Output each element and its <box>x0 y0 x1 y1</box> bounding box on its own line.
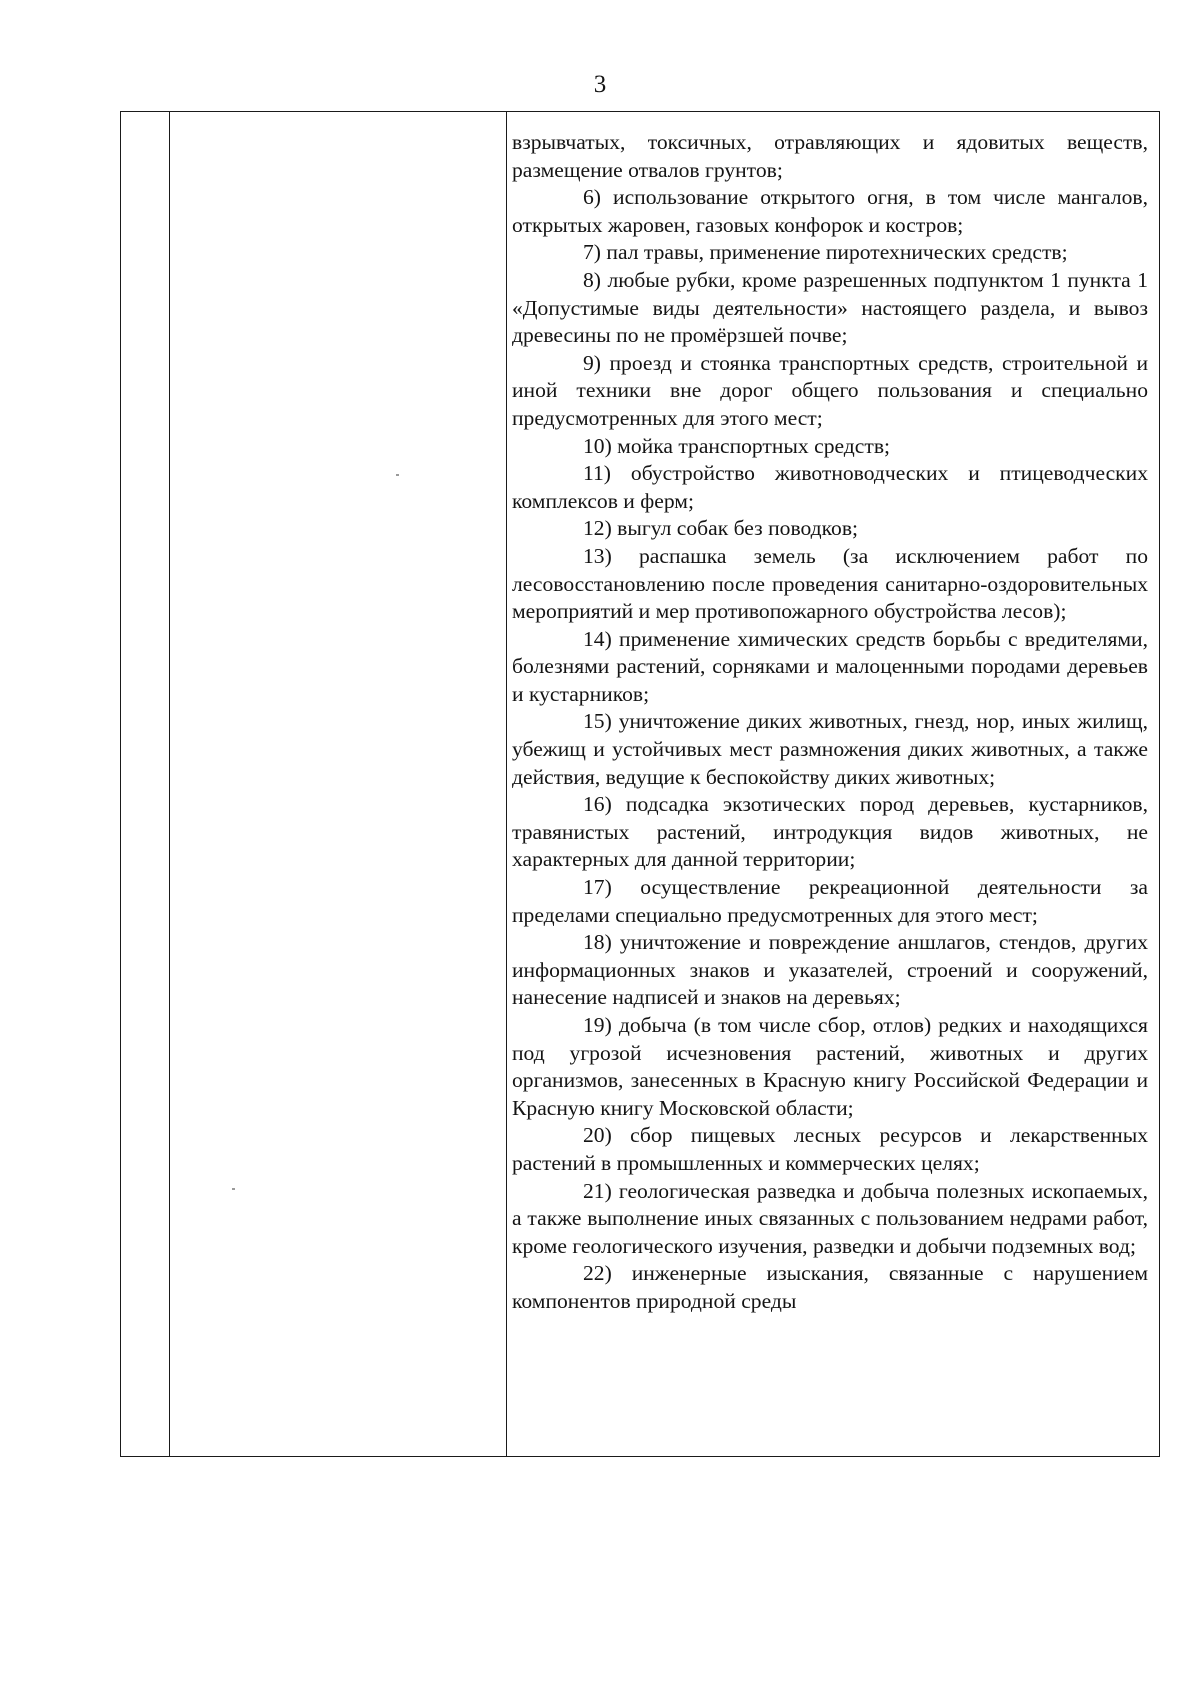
document-table <box>120 111 1160 1457</box>
list-item: 10) мойка транспортных средств; <box>583 433 891 458</box>
column-divider <box>169 112 170 1456</box>
column-divider <box>506 112 507 1456</box>
list-item: 9) проезд и стоянка транспортных средств, строительной и иной техники вне дорог общего пользования и специально предусмотренных для этого мест; <box>512 350 1148 430</box>
list-item: 7) пал травы, применение пиротехнических средств; <box>583 240 1068 265</box>
list-item: 11) обустройство животноводческих и птицеводческих комплексов и ферм; <box>512 461 1148 513</box>
page-number: 3 <box>593 71 607 98</box>
scan-speck <box>232 1188 235 1190</box>
list-item: 20) сбор пищевых лесных ресурсов и лекарственных растений в промышленных и коммерческих целях; <box>512 1123 1148 1175</box>
list-item: 19) добыча (в том числе сбор, отлов) редких и находящихся под угрозой исчезновения растений, животных и других организмов, занесенных в Красную книгу Российской Федерации и Красную книгу Московской области; <box>512 1013 1148 1120</box>
list-item: 13) распашка земель (за исключением работ по лесовосстановлению после проведения санитарно-оздоровительных мероприятий и мер противопожарного обустройства лесов); <box>512 543 1148 624</box>
list-item: 12) выгул собак без поводков; <box>583 516 859 541</box>
list-item: 22) инженерные изыскания, связанные с нарушением компонентов природной среды <box>512 1261 1148 1313</box>
list-item: 15) уничтожение диких животных, гнезд, нор, иных жилищ, убежищ и устойчивых мест размножения диких животных, а также действия, ведущие к беспокойству диких животных; <box>512 709 1148 789</box>
scan-speck <box>396 474 399 476</box>
prohibited-activities-list <box>512 129 1148 1316</box>
list-item: 8) любые рубки, кроме разрешенных подпунктом 1 пункта 1 «Допустимые виды деятельности» настоящего раздела, и вывоз древесины по не промёрзшей почве; <box>512 267 1148 348</box>
list-item: 17) осуществление рекреационной деятельности за пределами специально предусмотренных для этого мест; <box>512 875 1148 927</box>
list-item-continuation: взрывчатых, токсичных, отравляющих и ядовитых веществ, размещение отвалов грунтов; <box>512 130 1148 182</box>
list-item: 14) применение химических средств борьбы с вредителями, болезнями растений, сорняками и малоценными породами деревьев и кустарников; <box>512 626 1148 706</box>
list-item: 21) геологическая разведка и добыча полезных ископаемых, а также выполнение иных связанных с пользованием недрами работ, кроме геологического изучения, разведки и добычи подземных вод; <box>512 1178 1148 1258</box>
list-item: 6) использование открытого огня, в том числе мангалов, открытых жаровен, газовых конфорок и костров; <box>512 185 1148 237</box>
list-item: 16) подсадка экзотических пород деревьев, кустарников, травянистых растений, интродукция видов животных, не характерных для данной территории; <box>512 792 1148 872</box>
list-item: 18) уничтожение и повреждение аншлагов, стендов, других информационных знаков и указателей, строений и сооружений, нанесение надписей и знаков на деревьях; <box>512 930 1148 1010</box>
